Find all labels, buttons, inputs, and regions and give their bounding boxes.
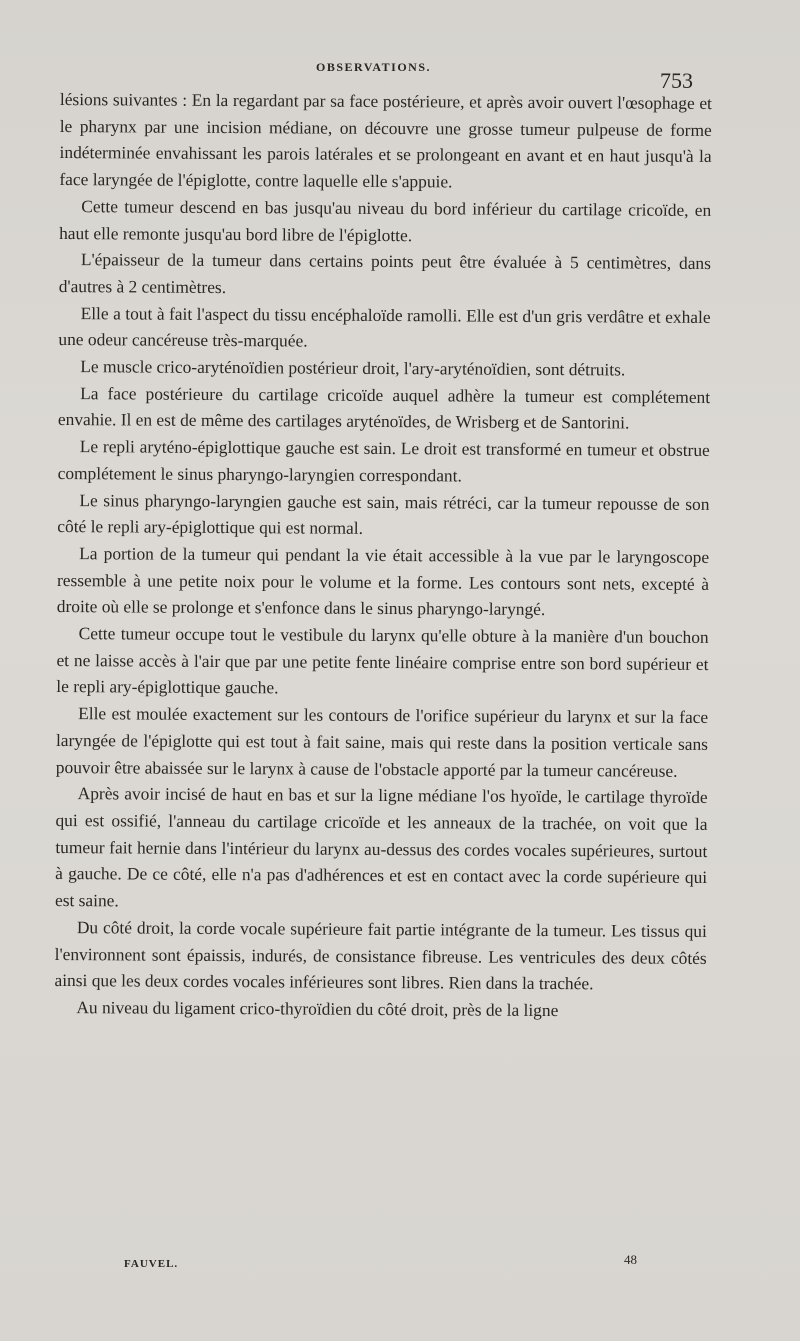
paragraph: Du côté droit, la corde vocale supérieure fait partie intégrante de la tumeur. Les tissus qui l'environnent sont épaissis, indurés, de consistance fibreuse. Les ventricules des deux côtés ainsi que les deux cordes vocales inférieures sont libres. Rien dans la trachée. <box>54 916 707 994</box>
paragraph: La portion de la tumeur qui pendant la vie était accessible à la vue par le laryngoscope ressemble à une petite noix pour le volume et la forme. Les contours sont nets, excepté à droite où elle se prolonge et s'enfonce dans le sinus pharyngo-laryngé. <box>56 543 710 620</box>
paragraph: Cette tumeur descend en bas jusqu'au niveau du bord inférieur du cartilage cricoïde, en haut elle remonte jusqu'au bord libre de l'épiglotte. <box>59 195 712 245</box>
signature-mark: FAUVEL. <box>124 1258 179 1270</box>
paragraph: Elle a tout à fait l'aspect du tissu encéphaloïde ramolli. Elle est d'un gris verdâtre et exhale une odeur cancéreuse très-marquée. <box>58 302 711 351</box>
paragraph: Après avoir incisé de haut en bas et sur la ligne médiane l'os hyoïde, le cartilage thyroïde qui est ossifié, l'anneau du cartilage cricoïde et les anneaux de la trachée, on voit que la tumeur fait hernie dans l'intérieur du larynx au-dessus des cordes vocales supérieures, surtout à gauche. De ce côté, elle n'a pas d'adhérences et est en contact avec la corde supérieure qui est saine. <box>54 783 708 911</box>
page-footer <box>0 1252 800 1276</box>
paragraph: La face postérieure du cartilage cricoïde auquel adhère la tumeur est complétement envahie. Il en est de même des cartilages aryténoïdes, de Wrisberg et de Santorini. <box>57 382 711 433</box>
sheet-number: 48 <box>624 1252 637 1267</box>
paragraph: Cette tumeur occupe tout le vestibule du larynx qu'elle obture à la manière d'un bouchon et ne laisse accès à l'air que par une petite fente linéaire comprise entre son bord supérieur et le repli ary-épiglottique gauche. <box>56 623 709 698</box>
page-number: 753 <box>660 68 693 93</box>
paragraph: lésions suivantes : En la regardant par sa face postérieure, et après avoir ouvert l'œsophage et le pharynx par une incision médiane, on découvre une grosse tumeur pulpeuse de forme indéterminée envahissant les parois latérales et se prolongeant en avant et en haut jusqu'à la face laryngée de l'épiglotte, contre laquelle elle s'appuie. <box>59 88 712 192</box>
paragraph: Le muscle crico-aryténoïdien postérieur droit, l'ary-aryténoïdien, sont détruits. <box>80 356 626 380</box>
running-title: OBSERVATIONS. <box>316 60 432 74</box>
page-header <box>0 58 800 93</box>
paragraph: Le repli aryténo-épiglottique gauche est sain. Le droit est transformé en tumeur et obstrue complétement le sinus pharyngo-laryngien correspondant. <box>57 436 710 486</box>
body-text <box>54 86 712 1025</box>
paragraph: Au niveau du ligament crico-thyroïdien du côté droit, près de la ligne <box>76 997 559 1020</box>
paragraph: Le sinus pharyngo-laryngien gauche est sain, mais rétréci, car la tumeur repousse de son côté le repli ary-épiglottique qui est normal. <box>57 489 710 539</box>
paragraph: L'épaisseur de la tumeur dans certains points peut être évaluée à 5 centimètres, dans d'autres à 2 centimètres. <box>58 249 711 297</box>
paragraph: Elle est moulée exactement sur les contours de l'orifice supérieur du larynx et sur la face laryngée de l'épiglotte qui est tout à fait saine, mais qui reste dans la position verticale sans pouvoir être abaissée sur le larynx à cause de l'obstacle apporté par la tumeur cancéreuse. <box>55 703 709 781</box>
